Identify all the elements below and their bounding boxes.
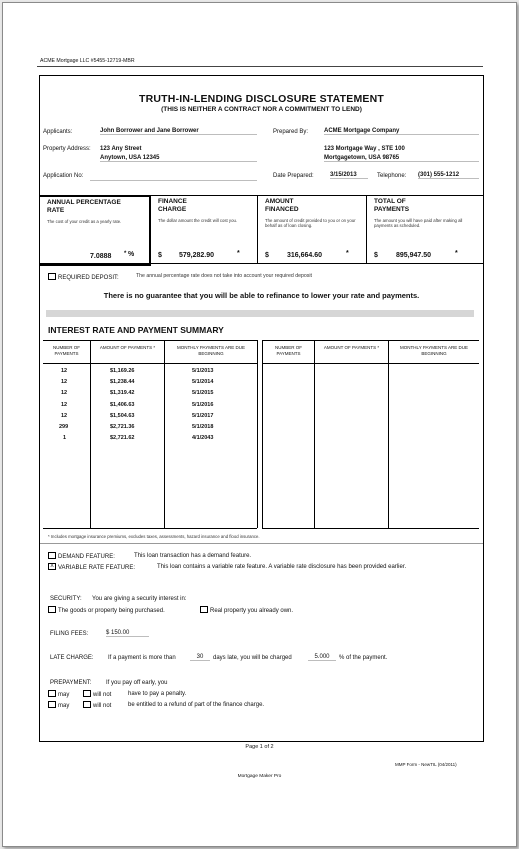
filing-label: FILING FEES: <box>50 631 89 637</box>
date-prepared-value: 3/15/2013 <box>330 172 368 179</box>
amount-head2: FINANCED <box>265 206 299 213</box>
variable-row <box>48 564 135 571</box>
finance-value: 579,282.90 <box>179 252 215 259</box>
software-name: Mortgage Maker Pro <box>237 774 282 779</box>
prepay-line2: be entitled to a refund of part of the finance charge. <box>128 702 265 708</box>
finance-box <box>150 196 257 263</box>
property-line1: 123 Any Street <box>100 146 142 152</box>
table-row: 1 $2,721.62 4/1/2043 <box>63 435 214 442</box>
table-body <box>43 366 257 444</box>
late-text2: days late, you will be charged <box>213 655 292 661</box>
late-days: 30 <box>190 654 210 661</box>
finance-desc: The dollar amount the credit will cost you. <box>158 218 238 223</box>
table-row: 12 $1,406.63 5/1/2016 <box>61 401 214 408</box>
security-opt2-checkbox[interactable] <box>200 606 208 613</box>
late-text1: If a payment is more than <box>108 655 176 661</box>
application-no-label: Application No: <box>43 173 84 179</box>
property-line2: Anytown, USA 12345 <box>100 155 257 162</box>
finance-dollar: $ <box>158 252 162 259</box>
prepay-row-2: may <box>48 702 69 709</box>
header-rule <box>37 66 483 67</box>
apr-head2: RATE <box>47 207 65 214</box>
total-desc: The amount you will have paid after making all payments as scheduled. <box>374 218 463 228</box>
required-deposit-row <box>48 274 119 281</box>
table-row: 12 $1,504.63 5/1/2017 <box>61 412 214 419</box>
prepay-willnot-checkbox-2[interactable] <box>83 701 91 708</box>
demand-label: DEMAND FEATURE: <box>58 554 115 561</box>
prepared-by-addr2: Mortgagetown, USA 98765 <box>324 155 479 162</box>
guarantee-text: There is no guarantee that you will be able to refinance to lower your rate and payments. <box>103 291 420 300</box>
required-deposit-text: The annual percentage rate does not take into account your required deposit <box>136 273 312 279</box>
prepared-by-addr1: 123 Mortgage Way , STE 100 <box>324 146 405 152</box>
security-opt1-label: The goods or property being purchased. <box>58 608 165 615</box>
total-head1: TOTAL OF <box>374 198 406 205</box>
col-header-number: NUMBER OF PAYMENTS <box>53 345 80 356</box>
demand-row <box>48 553 115 560</box>
table-row: 299 $2,721.36 5/1/2018 <box>59 424 214 431</box>
variable-text: This loan contains a variable rate feature. A variable rate disclosure has been provided earlier. <box>157 564 407 570</box>
apr-box <box>40 195 151 266</box>
page-number: Page 1 of 2 <box>245 744 274 750</box>
finance-mark: * <box>237 250 240 257</box>
gray-divider <box>46 310 474 317</box>
table-row: 12 $1,169.26 5/1/2013 <box>61 368 214 374</box>
amount-head1: AMOUNT <box>265 198 294 205</box>
apr-mark: * <box>124 251 127 257</box>
required-deposit-label: REQUIRED DEPOSIT: <box>58 275 119 282</box>
prepay-may-checkbox-1[interactable] <box>48 690 56 697</box>
payment-table <box>43 340 479 528</box>
prepay-line1: have to pay a penalty. <box>128 691 187 697</box>
finance-head2: CHARGE <box>158 206 187 213</box>
form-subtitle: (THIS IS NEITHER A CONTRACT NOR A COMMITMENT TO LEND) <box>161 106 362 113</box>
apr-value: 7.0888 <box>90 253 112 260</box>
filing-value: $ 150.00 <box>106 630 149 637</box>
variable-checkbox[interactable]: X <box>48 563 56 570</box>
total-value: 895,947.50 <box>396 252 432 259</box>
prepay-may-checkbox-2[interactable] <box>48 701 56 708</box>
table-row: 12 $1,319.42 5/1/2015 <box>61 390 214 397</box>
prepay-willnot-checkbox-1[interactable] <box>83 690 91 697</box>
security-opt1-checkbox[interactable] <box>48 606 56 613</box>
security-text: You are giving a security interest in: <box>92 596 187 602</box>
security-opt1-row <box>48 607 165 614</box>
prepay-row-1: may <box>48 691 69 698</box>
col-header-amount: AMOUNT OF PAYMENTS * <box>99 345 156 350</box>
form-title: TRUTH-IN-LENDING DISCLOSURE STATEMENT <box>139 93 384 105</box>
apr-head1: ANNUAL PERCENTAGE <box>47 199 121 206</box>
security-opt2-row <box>200 607 293 614</box>
application-no-field <box>90 172 257 181</box>
form-id: MMP Form - NewTIL (04/2011) <box>395 762 457 767</box>
date-prepared-label: Date Prepared: <box>273 173 314 179</box>
document-page <box>2 2 517 847</box>
amount-value: 316,664.60 <box>287 252 323 259</box>
amount-desc: The amount of credit provided to you or on your behalf as of loan closing. <box>265 218 356 228</box>
amount-box <box>258 196 366 263</box>
demand-text: This loan transaction has a demand feature. <box>134 553 252 559</box>
applicants-value: John Borrower and Jane Borrower <box>100 128 257 135</box>
amount-dollar: $ <box>265 252 269 259</box>
prepayment-label: PREPAYMENT: <box>50 680 92 686</box>
footnote: * Includes mortgage insurance premiums, excludes taxes, assessments, hazard insurance and flood insurance. <box>48 534 260 539</box>
company-line: ACME Mortgage LLC #5455-12719-MBR <box>40 58 135 64</box>
amount-mark: * <box>346 250 349 257</box>
col-header-due: MONTHLY PAYMENTS ARE DUE BEGINNING <box>177 345 245 356</box>
col-header-number-2: NUMBER OF PAYMENTS <box>275 345 302 356</box>
col-header-amount-2: AMOUNT OF PAYMENTS * <box>323 345 380 350</box>
table-row: 12 $1,238.44 5/1/2014 <box>61 379 214 386</box>
variable-label: VARIABLE RATE FEATURE: <box>58 565 136 572</box>
total-dollar: $ <box>374 252 378 259</box>
applicants-label: Applicants: <box>43 129 73 135</box>
apr-desc: The cost of your credit as a yearly rate. <box>47 219 122 224</box>
total-mark: * <box>455 250 458 257</box>
prepared-by-value: ACME Mortgage Company <box>324 128 479 135</box>
prepayment-text: If you pay off early, you <box>106 680 168 686</box>
total-head2: PAYMENTS <box>374 206 410 213</box>
telephone-value: (301) 555-1212 <box>418 172 479 179</box>
security-label: SECURITY: <box>50 596 82 602</box>
late-text3: % of the payment. <box>339 655 388 661</box>
finance-head1: FINANCE <box>158 198 187 205</box>
required-deposit-checkbox[interactable] <box>48 273 56 280</box>
late-pct: 5.000 <box>308 654 336 661</box>
apr-suffix: % <box>128 251 135 258</box>
col-header-due-2: MONTHLY PAYMENTS ARE DUE BEGINNING <box>400 345 468 356</box>
prepared-by-label: Prepared By: <box>273 129 309 135</box>
summary-title: INTEREST RATE AND PAYMENT SUMMARY <box>48 325 224 335</box>
property-label: Property Address: <box>43 146 91 152</box>
demand-checkbox[interactable] <box>48 552 56 559</box>
total-box <box>367 196 483 263</box>
security-opt2-label: Real property you already own. <box>210 608 294 615</box>
telephone-label: Telephone: <box>377 173 407 179</box>
late-label: LATE CHARGE: <box>50 655 94 661</box>
til-form: TRUTH-IN-LENDING DISCLOSURE STATEMENT (THIS IS NEITHER A CONTRACT NOR A COMMITMENT TO LEND) Applicants: John Borrower and Jane Borrower Prepared By: ACME Mortgage Company Property Address: 123 Any Street Anytown, USA 12345 123 Mortgage Way , STE 100 Mortgagetown, USA 98765 Application No: Date Prepared: 3/15/2013 Telephone: (301) 555-1212 ANNUAL PERCENTAGE RATE The cost of your credit as a yearly rate. 7.0888 % * FINANCE CHARGE The dollar amount the credit will cost you. $ 579,282.90 * AMOUNT FINANCED The amount of credit provided to you or on your behalf as of loan closing. $ 316,664.60 * TOTAL OF PAYMENTS The amount you will have paid after making all payments as scheduled. $ 895,947.50 * REQUIRED DEPOSIT: The annual percentage rate does not take into account your required deposit There is no guarantee that you will be able to refinance to lower your rate and payments. INTEREST RATE AND PAYMENT SUMMARY NUMBER OF PAYMENTS AMOUNT OF PAYMENTS * MONTHLY PAYMENTS ARE DUE BEGINNING NUMBER OF PAYMENTS AMOUNT OF PAYMENTS * MONTHLY PAYMENTS ARE DUE BEGINNING 12 $1,169.26 5/1/2013 12 $1,238.44 5/1/2014 12 $1,319.42 5/1/2015 12 $1,406.63 5/1/2016 12 $1,504.63 5/1/2017 299 $2,721.36 5/1/2018 1 $2,721.62 4/1/2043 * Includes mortgage insurance premiums, excludes taxes, assessments, hazard insurance and flood insurance. DEMAND FEATURE: This loan transaction has a demand feature. X VARIABLE RATE FEATURE: This loan contains a variable rate feature. A variable rate disclosure has been provided earlier. SECURITY: You are giving a security interest in: The goods or property being purchased. Real property you already own. FILING FEES: $ 150.00 LATE CHARGE: If a payment is more than 30 days late, you will be charged 5.000 % of the payment. PREPAYMENT: If you pay off early, you may will not have to pay a penalty. may will not be entitled to a refund of part of the finance charge. <box>39 75 484 742</box>
